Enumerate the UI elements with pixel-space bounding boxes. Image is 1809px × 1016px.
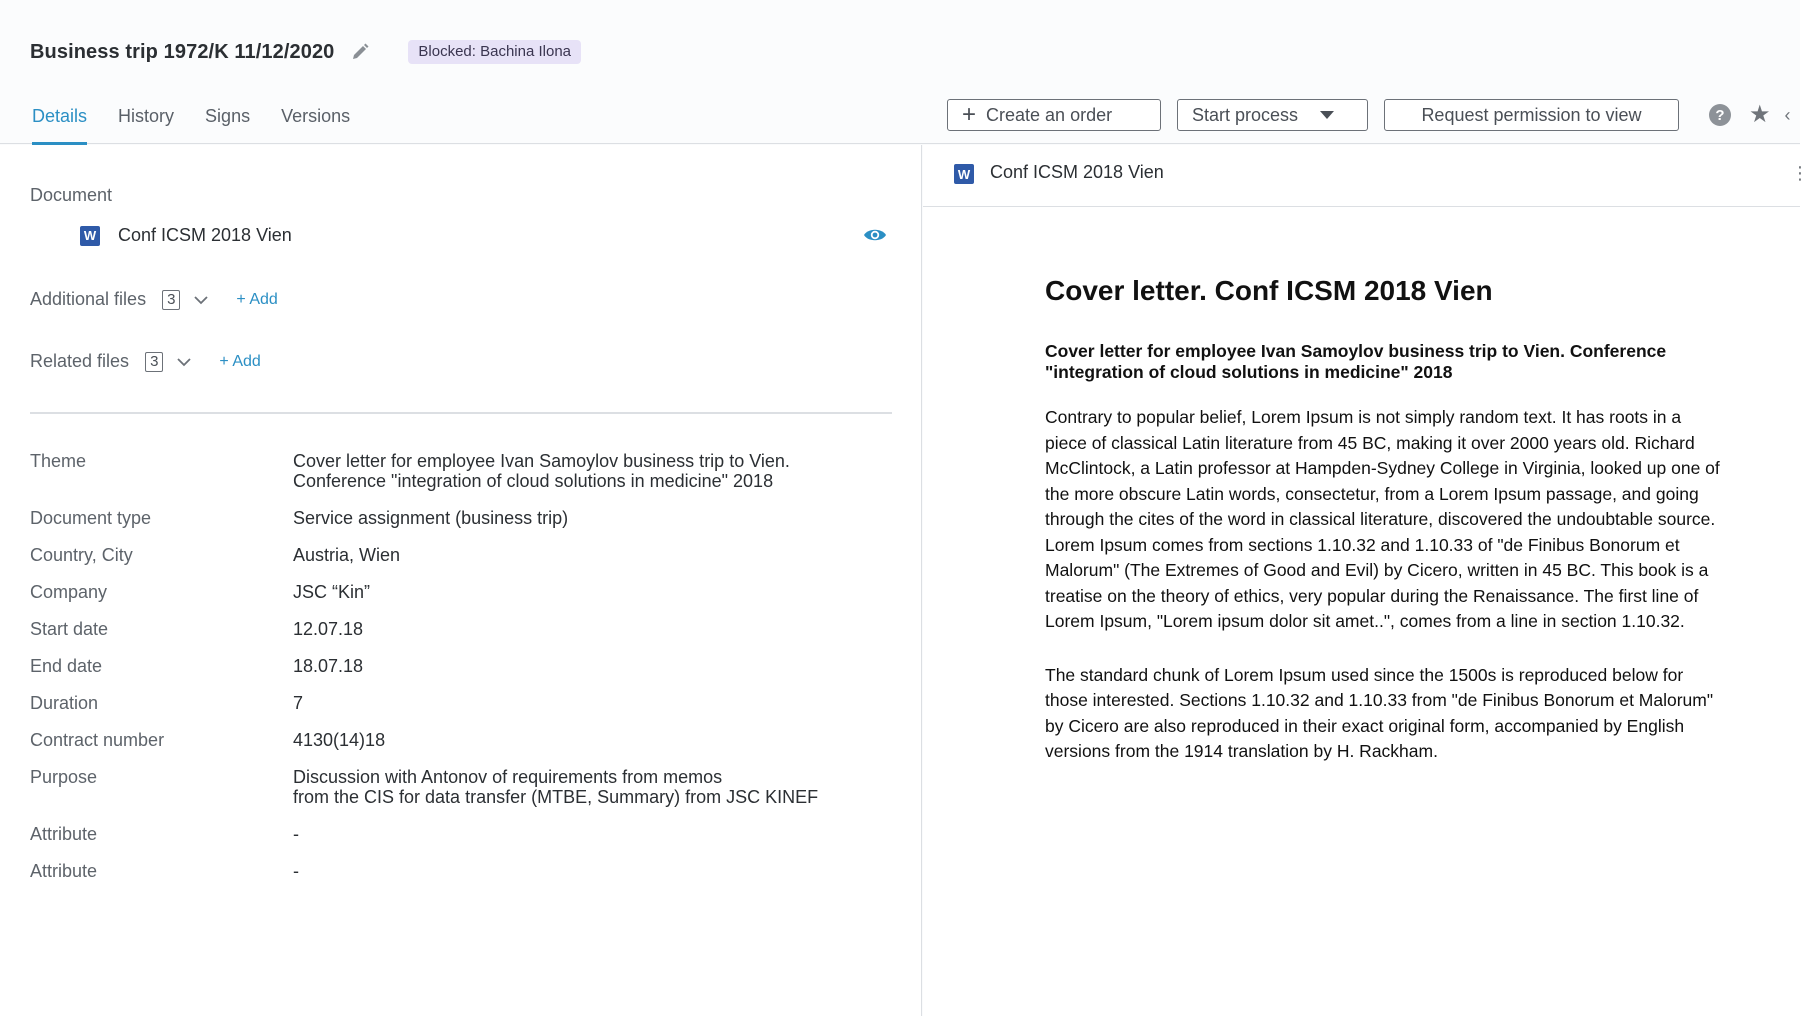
property-row bbox=[30, 730, 910, 750]
related-files-label: Related files bbox=[30, 351, 130, 371]
related-files-count: 3 bbox=[145, 352, 163, 372]
preview-paragraph: The standard chunk of Lorem Ipsum used since the 1500s is reproduced below for those interested. Sections 1.10.32 and 1.10.33 from "de Finibus Bonorum et Malorum" by Cicero are also reproduced in their exact original form, accompanied by English versions from the 1914 translation by H. Rackham. bbox=[1045, 664, 1714, 761]
property-row bbox=[30, 508, 910, 528]
property-value: Austria, Wien bbox=[293, 545, 401, 565]
plus-icon: + bbox=[962, 101, 977, 128]
request-permission-label: Request permission to view bbox=[1421, 104, 1642, 125]
property-key: Company bbox=[30, 582, 108, 602]
property-value: JSC “Kin” bbox=[293, 582, 371, 602]
property-key: Duration bbox=[30, 693, 99, 713]
additional-files-label: Additional files bbox=[30, 289, 147, 309]
document-file-row[interactable] bbox=[80, 225, 292, 246]
property-value: 12.07.18 bbox=[293, 619, 364, 639]
preview-header bbox=[923, 145, 1809, 207]
document-preview-page bbox=[1045, 275, 1725, 793]
property-value: 7 bbox=[293, 693, 304, 713]
help-icon[interactable]: ? bbox=[1709, 104, 1731, 126]
more-icon[interactable]: ⋮ bbox=[1791, 163, 1809, 183]
add-additional-file-link[interactable]: + Add bbox=[236, 290, 278, 308]
word-file-icon: W bbox=[80, 226, 100, 246]
document-section-label: Document bbox=[30, 185, 113, 205]
property-key: Contract number bbox=[30, 730, 165, 750]
property-value: - bbox=[293, 824, 299, 844]
property-row bbox=[30, 619, 910, 639]
tab-bar bbox=[32, 104, 381, 144]
property-key: Start date bbox=[30, 619, 109, 639]
tab-history[interactable]: History bbox=[118, 106, 175, 126]
title-row bbox=[30, 36, 581, 68]
property-list bbox=[30, 451, 910, 898]
pencil-icon[interactable] bbox=[350, 42, 370, 62]
property-row bbox=[30, 545, 910, 565]
property-row bbox=[30, 824, 910, 844]
page-title: Business trip 1972/K 11/12/2020 bbox=[30, 40, 335, 63]
eye-icon[interactable] bbox=[863, 225, 887, 245]
property-key: Document type bbox=[30, 508, 152, 528]
property-row bbox=[30, 767, 910, 807]
property-value: - bbox=[293, 861, 299, 881]
preview-file-name: Conf ICSM 2018 Vien bbox=[990, 162, 1164, 182]
more-icon[interactable]: ‹ bbox=[1784, 104, 1791, 125]
create-order-button[interactable] bbox=[947, 99, 1161, 131]
property-value: Cover letter for employee Ivan Samoylov business trip to Vien. Conference "integration of cloud solutions in medicine" 2018 bbox=[293, 451, 790, 491]
property-row bbox=[30, 861, 910, 881]
preview-heading: Cover letter. Conf ICSM 2018 Vien bbox=[1045, 275, 1493, 306]
preview-panel bbox=[923, 145, 1809, 1016]
property-row bbox=[30, 582, 910, 602]
property-key: Attribute bbox=[30, 824, 98, 844]
additional-files-row bbox=[30, 289, 278, 310]
additional-files-count: 3 bbox=[162, 290, 180, 310]
chevron-down-icon[interactable] bbox=[192, 291, 210, 309]
start-process-label: Start process bbox=[1192, 104, 1299, 125]
property-key: End date bbox=[30, 656, 103, 676]
document-header bbox=[0, 0, 1800, 144]
divider bbox=[30, 412, 892, 414]
property-key: Attribute bbox=[30, 861, 98, 881]
preview-paragraph: Contrary to popular belief, Lorem Ipsum is not simply random text. It has roots in a piece of classical Latin literature from 45 BC, making it over 2000 years old. Richard McClintock, a Latin professor at Hampden-Sydney College in Virginia, looked up one of the more obscure Latin words, consectetur, from a Lorem Ipsum passage, and going through the cites of the word in classical literature, discovered the undoubtable source. Lorem Ipsum comes from sections 1.10.32 and 1.10.33 of "de Finibus Bonorum et Malorum" (The Extremes of Good and Evil) by Cicero, written in 45 BC. This book is a treatise on the theory of ethics, very popular during the Renaissance. The first line of Lorem Ipsum, "Lorem ipsum dolor sit amet..", comes from a line in section 1.10.32. bbox=[1045, 407, 1720, 631]
details-panel bbox=[0, 145, 922, 1016]
preview-subheading: Cover letter for employee Ivan Samoylov business trip to Vien. Conference "integration of cloud solutions in medicine" 2018 bbox=[1045, 341, 1667, 382]
document-file-name[interactable]: Conf ICSM 2018 Vien bbox=[118, 225, 292, 245]
property-key: Theme bbox=[30, 451, 87, 471]
property-value: Discussion with Antonov of requirements from memos from the CIS for data transfer (MTBE, Summary) from JSC KINEF bbox=[293, 767, 819, 807]
chevron-down-icon[interactable] bbox=[175, 353, 193, 371]
caret-down-icon bbox=[1320, 111, 1334, 119]
start-process-button[interactable] bbox=[1177, 99, 1368, 131]
property-key: Purpose bbox=[30, 767, 98, 787]
tab-details[interactable]: Details bbox=[32, 104, 87, 144]
create-order-label: Create an order bbox=[986, 104, 1113, 125]
property-key: Country, City bbox=[30, 545, 133, 565]
status-badge: Blocked: Bachina Ilona bbox=[408, 40, 581, 64]
request-permission-button[interactable] bbox=[1384, 99, 1679, 131]
related-files-row bbox=[30, 351, 261, 372]
property-value: 4130(14)18 bbox=[293, 730, 386, 750]
property-value: Service assignment (business trip) bbox=[293, 508, 569, 528]
property-row bbox=[30, 693, 910, 713]
action-toolbar bbox=[947, 99, 1791, 131]
star-icon[interactable]: ★ bbox=[1749, 101, 1771, 128]
property-row bbox=[30, 451, 910, 491]
property-value: 18.07.18 bbox=[293, 656, 364, 676]
add-related-file-link[interactable]: + Add bbox=[219, 352, 261, 370]
property-row bbox=[30, 656, 910, 676]
word-file-icon: W bbox=[954, 164, 974, 184]
tab-versions[interactable]: Versions bbox=[281, 106, 351, 126]
tab-signs[interactable]: Signs bbox=[205, 106, 251, 126]
